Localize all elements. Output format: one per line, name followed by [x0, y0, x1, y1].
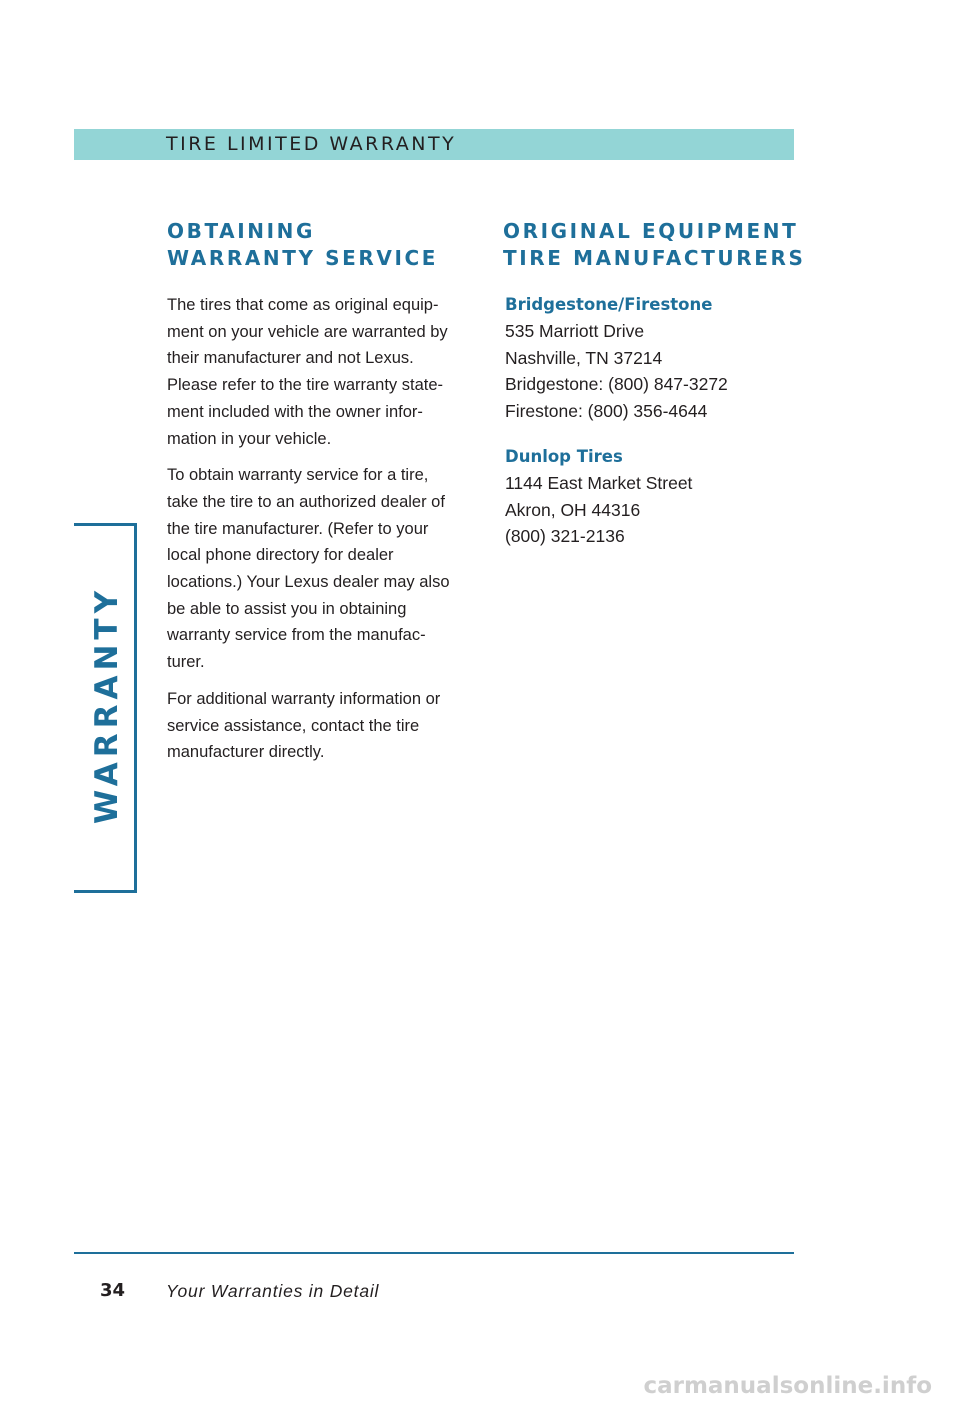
section-header-title: TIRE LIMITED WARRANTY: [166, 133, 457, 155]
manufacturer-name: Bridgestone/Firestone: [505, 295, 713, 314]
warranty-service-body: [167, 292, 457, 776]
page-number: 34: [100, 1280, 126, 1301]
side-tab-text: WARRANTY: [89, 585, 126, 825]
side-tab-label: [47, 523, 167, 887]
body-paragraph: For additional warranty information or service assistance, contact the tire manufacturer directly.: [167, 689, 441, 762]
footer-divider: [74, 1252, 794, 1254]
manufacturer-entry-bridgestone: [505, 292, 805, 424]
manufacturer-address-city: Nashville, TN 37214: [505, 347, 663, 368]
manufacturer-address-street: 535 Marriott Drive: [505, 321, 645, 341]
manufacturer-entry-dunlop: [505, 444, 805, 550]
manufacturer-phone: Bridgestone: (800) 847-3272: [505, 374, 728, 394]
section-header-band: [74, 129, 794, 160]
footer-title: Your Warranties in Detail: [166, 1281, 380, 1301]
body-paragraph: To obtain warranty service for a tire, take the tire to an authorized dealer of the tire manufacturer. (Refer to your local phone directory for dealer locations.) Your Lexus dealer may also be able to assist you in obtaining warranty service from the manufac-turer.: [167, 466, 450, 672]
obtaining-warranty-service-heading: OBTAINING WARRANTY SERVICE: [167, 219, 439, 270]
manufacturer-phone: Firestone: (800) 356-4644: [505, 400, 708, 421]
body-paragraph: The tires that come as original equip-ment on your vehicle are warranted by their manufacturer and not Lexus. Please refer to the tire warranty state-ment included with the owner infor-mation in your vehicle.: [167, 296, 448, 448]
manufacturer-list: [505, 292, 805, 570]
original-equipment-manufacturers-heading: ORIGINAL EQUIPMENT TIRE MANUFACTURERS: [503, 219, 806, 270]
watermark: carmanualsonline.info: [643, 1373, 932, 1399]
manufacturer-address-street: 1144 East Market Street: [505, 473, 693, 493]
manufacturer-name: Dunlop Tires: [505, 447, 623, 466]
manufacturer-address-city: Akron, OH 44316: [505, 499, 641, 520]
manufacturer-phone: (800) 321-2136: [505, 526, 625, 546]
